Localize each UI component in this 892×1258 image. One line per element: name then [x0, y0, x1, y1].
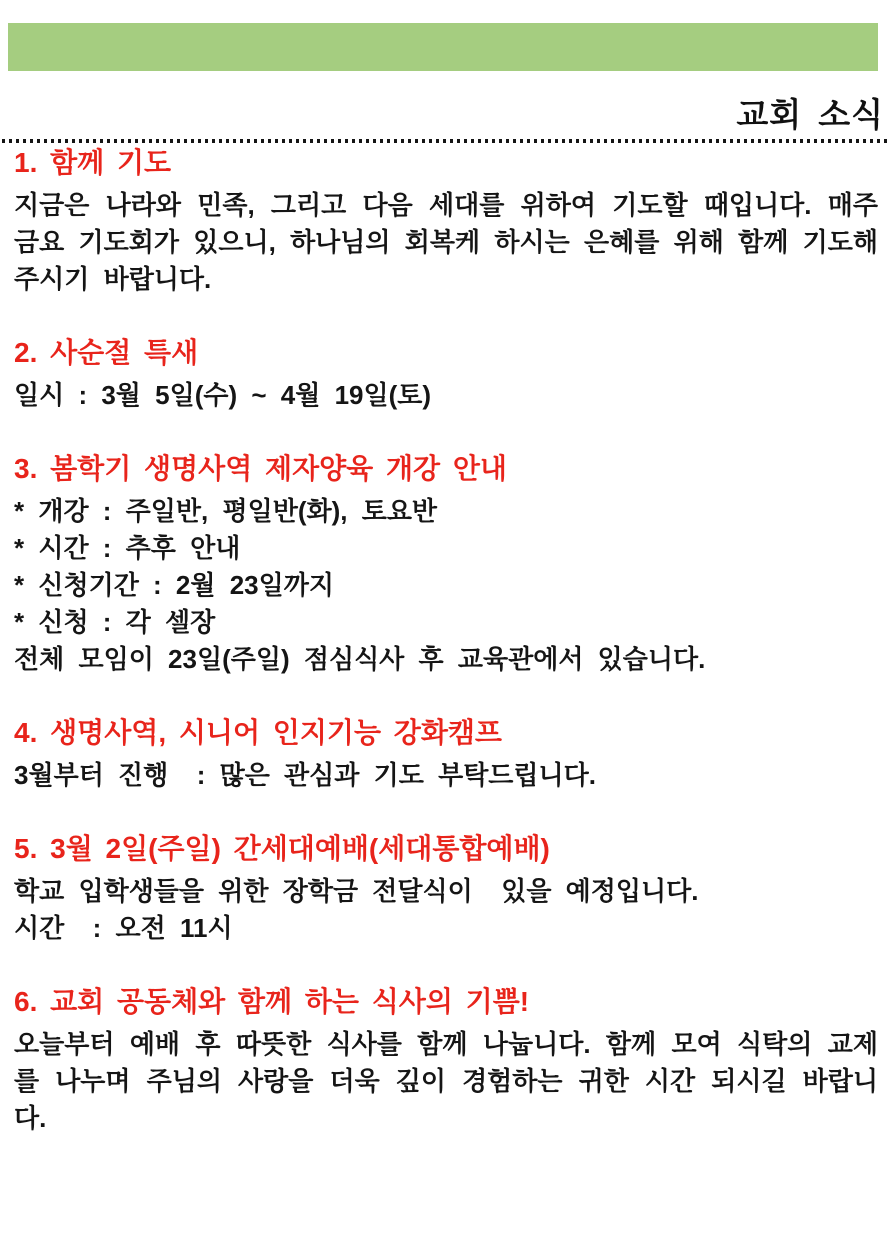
news-section — [14, 832, 878, 947]
section-body-line: * 신청기간 : 2월 23일까지 — [14, 570, 334, 600]
section-body-line: 일시 : 3월 5일(수) ~ 4월 19일(토) — [14, 380, 432, 410]
section-heading: 4. 생명사역, 시니어 인지기능 강화캠프 — [14, 717, 502, 748]
section-body-line: 3월부터 진행 : 많은 관심과 기도 부탁드립니다. — [14, 760, 596, 790]
section-body — [14, 377, 878, 414]
page-title: 교회 소식 — [736, 96, 884, 133]
news-section — [14, 985, 878, 1137]
section-body — [14, 873, 878, 947]
section-heading: 2. 사순절 특새 — [14, 337, 199, 368]
green-banner — [8, 23, 878, 71]
news-section — [14, 336, 878, 414]
section-body-line: 오늘부터 예배 후 따뜻한 식사를 함께 나눕니다. 함께 모여 식탁의 교제를 나누며 주님의 사랑을 더욱 깊이 경험하는 귀한 시간 되시길 바랍니다. — [14, 1029, 878, 1133]
news-section — [14, 452, 878, 678]
section-body — [14, 757, 878, 794]
section-body — [14, 1026, 878, 1137]
section-body-line: 학교 입학생들을 위한 장학금 전달식이 있을 예정입니다. — [14, 876, 699, 906]
section-heading: 6. 교회 공동체와 함께 하는 식사의 기쁨! — [14, 986, 530, 1017]
section-body-line: * 시간 : 추후 안내 — [14, 533, 241, 563]
section-body — [14, 187, 892, 298]
section-heading: 3. 봄학기 생명사역 제자양육 개강 안내 — [14, 453, 507, 484]
section-body-line: 전체 모임이 23일(주일) 점심식사 후 교육관에서 있습니다. — [14, 644, 706, 674]
section-heading: 1. 함께 기도 — [14, 147, 172, 178]
section-heading: 5. 3월 2일(주일) 간세대예배(세대통합예배) — [14, 833, 550, 864]
news-section — [14, 716, 878, 794]
section-body-line: 지금은 나라와 민족, 그리고 다음 세대를 위하여 기도할 때입니다. 매주 금요 기도회가 있으니, 하나님의 회복케 하시는 은혜를 위해 함께 기도해 주시기 바랍니다. — [14, 190, 892, 294]
section-body — [14, 493, 878, 678]
news-section — [14, 146, 892, 298]
section-body-line: * 신청 : 각 셀장 — [14, 607, 216, 637]
section-body-line: * 개강 : 주일반, 평일반(화), 토요반 — [14, 496, 438, 526]
sections-container — [14, 146, 892, 1175]
dotted-divider — [2, 139, 890, 143]
section-body-line: 시간 : 오전 11시 — [14, 913, 233, 943]
